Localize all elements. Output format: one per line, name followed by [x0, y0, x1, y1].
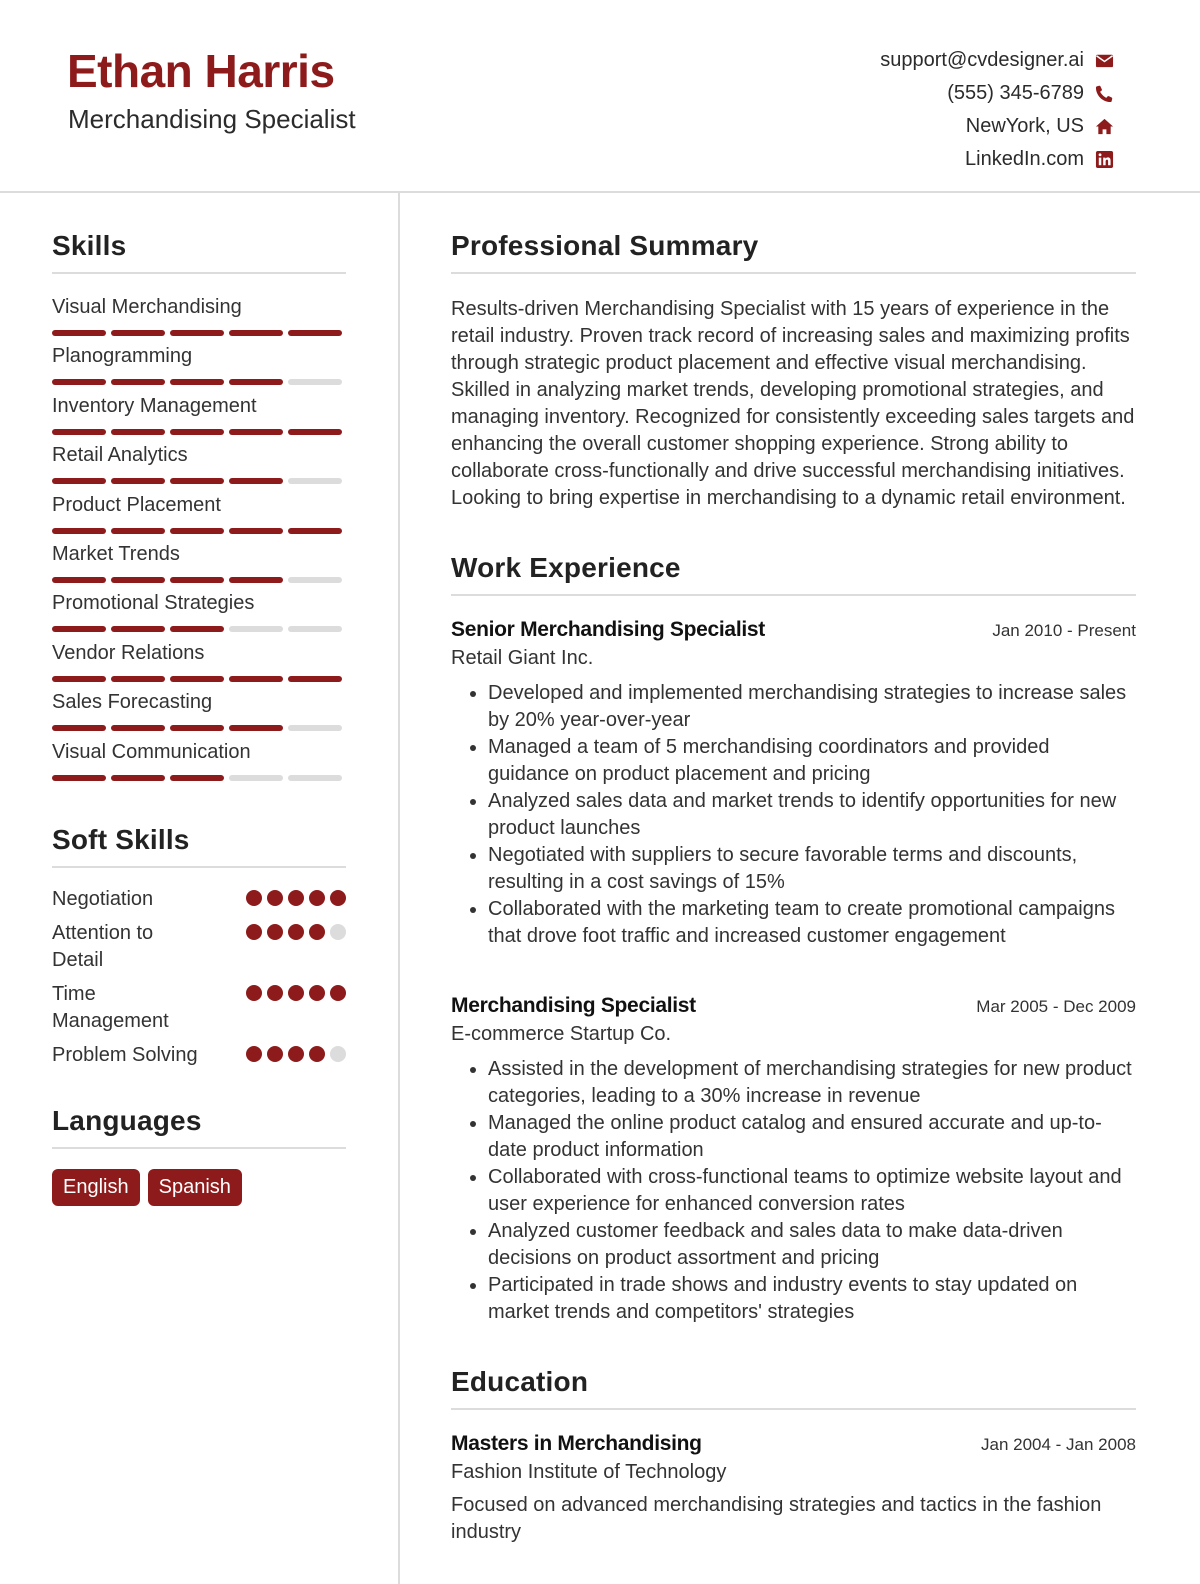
skill-level-segment: [111, 379, 165, 385]
skill-level-segment: [170, 330, 224, 336]
linkedin-icon: [1094, 150, 1114, 170]
skill-label: Visual Communication: [52, 740, 251, 763]
skill-item: [52, 689, 346, 738]
phone-icon: [1094, 84, 1114, 104]
rating-dot: [330, 890, 346, 906]
job-title: Merchandising Specialist: [451, 994, 696, 1017]
skill-level-segment: [229, 626, 283, 632]
skill-level-segment: [170, 528, 224, 534]
skill-level-bar: [52, 577, 346, 583]
rating-dot: [288, 924, 304, 940]
skill-level-segment: [229, 528, 283, 534]
rating-dot: [288, 985, 304, 1001]
experience-heading: Work Experience: [451, 552, 1136, 596]
job-dates: Jan 2010 - Present: [992, 621, 1136, 640]
job-bullet: • Negotiated with suppliers to secure favorable terms and discounts, resulting in a cost savings of 15%: [488, 842, 1136, 896]
job-company: E-commerce Startup Co.: [451, 1023, 672, 1045]
left-column: [52, 230, 346, 1206]
skill-item: [52, 739, 346, 788]
skill-level-segment: [111, 478, 165, 484]
skill-level-bar: [52, 330, 346, 336]
home-icon: [1094, 117, 1114, 137]
experience-list: [451, 618, 1136, 1326]
education-dates: Jan 2004 - Jan 2008: [980, 1435, 1136, 1454]
rating-dot: [309, 1046, 325, 1062]
skill-level-segment: [170, 429, 224, 435]
education-school: Fashion Institute of Technology: [451, 1461, 727, 1483]
contact-linkedin-text: LinkedIn.com: [965, 148, 1084, 170]
rating-dot: [330, 924, 346, 940]
skill-level-segment: [52, 725, 106, 731]
skills-heading: Skills: [52, 230, 346, 274]
skill-level-segment: [52, 379, 106, 385]
rating-dot: [288, 890, 304, 906]
contact-email-text: support@cvdesigner.ai: [880, 49, 1084, 71]
skill-level-segment: [170, 577, 224, 583]
skill-level-segment: [111, 528, 165, 534]
column-divider: [398, 193, 400, 1584]
skill-label: Vendor Relations: [52, 641, 205, 664]
summary-text: Results-driven Merchandising Specialist with 15 years of experience in the retail industry. Proven track record of increasing sales and maximizing profits through strategic product placement and effective visual merchandising. Skilled in analyzing market trends, developing promotional strategies, and managing inventory. Recognized for consistently exceeding sales targets and enhancing the overall customer shopping experience. Strong ability to collaborate cross-functionally and drive successful merchandising initiatives. Looking to bring expertise in merchandising to a dynamic retail environment.: [451, 298, 1135, 509]
skill-level-segment: [229, 725, 283, 731]
job-entry: [451, 618, 1136, 950]
skill-level-segment: [52, 330, 106, 336]
soft-skill-item: [52, 920, 346, 974]
soft-skills-list: [52, 886, 346, 1069]
job-bullet: • Assisted in the development of merchandising strategies for new product categories, leading to a 30% increase in revenue: [488, 1056, 1136, 1110]
skill-label: Visual Merchandising: [52, 296, 242, 318]
skill-level-segment: [288, 528, 342, 534]
skill-level-segment: [170, 676, 224, 682]
education-degree: Masters in Merchandising: [451, 1432, 702, 1455]
skill-level-segment: [229, 330, 283, 336]
skill-level-segment: [111, 626, 165, 632]
skill-level-segment: [288, 429, 342, 435]
job-bullet: • Collaborated with the marketing team to create promotional campaigns that drove foot traffic and increased customer engagement: [488, 896, 1136, 950]
skill-level-segment: [111, 775, 165, 781]
skill-level-segment: [52, 676, 106, 682]
skill-level-bar: [52, 528, 346, 534]
soft-skill-rating: [246, 920, 346, 940]
skill-level-segment: [111, 330, 165, 336]
skill-level-segment: [52, 775, 106, 781]
job-header: [451, 618, 1136, 642]
skill-level-segment: [229, 775, 283, 781]
skill-item: [52, 393, 346, 442]
job-bullet: • Managed a team of 5 merchandising coordinators and provided guidance on product placement and pricing: [488, 734, 1136, 788]
rating-dot: [246, 924, 262, 940]
skill-level-segment: [229, 676, 283, 682]
skill-level-segment: [288, 676, 342, 682]
skill-level-segment: [229, 577, 283, 583]
job-bullet: • Analyzed customer feedback and sales data to make data-driven decisions on product assortment and pricing: [488, 1218, 1136, 1272]
resume-header: [0, 0, 1200, 193]
skill-level-segment: [52, 528, 106, 534]
job-bullet: • Participated in trade shows and industry events to stay updated on market trends and competitors' strategies: [488, 1272, 1136, 1326]
skill-level-segment: [288, 330, 342, 336]
contact-location: [714, 110, 1114, 143]
language-badge: English: [52, 1169, 140, 1206]
skill-level-segment: [229, 478, 283, 484]
skill-label: Product Placement: [52, 493, 221, 516]
education-header: [451, 1432, 1136, 1456]
skill-level-segment: [288, 478, 342, 484]
rating-dot: [309, 890, 325, 906]
job-bullets: [451, 680, 1136, 950]
skill-level-bar: [52, 379, 346, 385]
skill-level-segment: [111, 429, 165, 435]
rating-dot: [246, 1046, 262, 1062]
education-description: Focused on advanced merchandising strategies and tactics in the fashion industry: [451, 1494, 1102, 1543]
skill-level-segment: [111, 577, 165, 583]
skill-level-segment: [111, 676, 165, 682]
soft-skill-rating: [246, 981, 346, 1001]
skill-level-segment: [288, 725, 342, 731]
contact-info: [714, 44, 1114, 176]
rating-dot: [267, 1046, 283, 1062]
contact-email[interactable]: [714, 44, 1114, 77]
soft-skill-rating: [246, 886, 346, 906]
soft-skill-label: Attention to Detail: [52, 921, 154, 971]
skill-label: Sales Forecasting: [52, 691, 213, 714]
candidate-name: Ethan Harris: [67, 45, 335, 97]
rating-dot: [267, 890, 283, 906]
skill-item: [52, 640, 346, 689]
skill-level-segment: [170, 379, 224, 385]
job-bullet: • Analyzed sales data and market trends to identify opportunities for new product launches: [488, 788, 1136, 842]
skill-label: Planogramming: [52, 345, 193, 368]
job-entry: [451, 994, 1136, 1326]
skill-level-bar: [52, 478, 346, 484]
skill-level-bar: [52, 676, 346, 682]
skill-item: [52, 492, 346, 541]
skill-level-segment: [170, 626, 224, 632]
right-column: [451, 230, 1136, 1546]
rating-dot: [246, 890, 262, 906]
skill-level-segment: [170, 478, 224, 484]
skill-level-bar: [52, 725, 346, 731]
skill-level-segment: [229, 429, 283, 435]
skill-level-segment: [52, 626, 106, 632]
rating-dot: [330, 1046, 346, 1062]
skill-label: Promotional Strategies: [52, 592, 255, 615]
skills-list: [52, 294, 346, 788]
education-list: [451, 1432, 1136, 1546]
skill-level-bar: [52, 626, 346, 632]
soft-skill-label: Problem Solving: [52, 1043, 198, 1066]
soft-skill-item: [52, 981, 346, 1035]
rating-dot: [246, 985, 262, 1001]
contact-linkedin[interactable]: [714, 143, 1114, 176]
rating-dot: [330, 985, 346, 1001]
skill-level-segment: [288, 626, 342, 632]
skill-label: Inventory Management: [52, 394, 257, 417]
envelope-icon: [1094, 51, 1114, 71]
rating-dot: [288, 1046, 304, 1062]
summary-heading: Professional Summary: [451, 230, 1136, 274]
skill-level-segment: [111, 725, 165, 731]
skill-level-bar: [52, 775, 346, 781]
skill-item: [52, 294, 346, 343]
soft-skill-rating: [246, 1042, 346, 1062]
candidate-role: Merchandising Specialist: [68, 104, 356, 134]
skill-label: Market Trends: [52, 542, 180, 565]
education-heading: Education: [451, 1366, 1136, 1410]
skill-level-segment: [288, 577, 342, 583]
rating-dot: [267, 985, 283, 1001]
language-badge: Spanish: [148, 1169, 242, 1206]
soft-skill-item: [52, 1042, 346, 1069]
skill-level-segment: [52, 577, 106, 583]
skill-item: [52, 541, 346, 590]
education-entry: [451, 1432, 1136, 1546]
languages-list: [52, 1169, 346, 1206]
job-bullet: • Collaborated with cross-functional teams to optimize website layout and user experience for enhanced conversion rates: [488, 1164, 1136, 1218]
skill-item: [52, 343, 346, 392]
skill-level-segment: [288, 379, 342, 385]
job-bullets: [451, 1056, 1136, 1326]
skill-level-segment: [170, 725, 224, 731]
contact-phone[interactable]: [714, 77, 1114, 110]
contact-location-text: NewYork, US: [965, 115, 1084, 137]
rating-dot: [309, 985, 325, 1001]
job-bullet: • Managed the online product catalog and ensured accurate and up-to-date product information: [488, 1110, 1136, 1164]
job-dates: Mar 2005 - Dec 2009: [976, 997, 1136, 1016]
soft-skill-item: [52, 886, 346, 913]
soft-skill-label: Negotiation: [52, 887, 154, 910]
contact-phone-text: (555) 345-6789: [947, 82, 1084, 104]
job-bullet: • Developed and implemented merchandising strategies to increase sales by 20% year-over-year: [488, 680, 1136, 734]
skill-level-segment: [288, 775, 342, 781]
soft-skill-label: Time Management: [52, 982, 169, 1032]
skill-item: [52, 590, 346, 639]
skill-label: Retail Analytics: [52, 444, 188, 467]
skill-level-segment: [170, 775, 224, 781]
job-company: Retail Giant Inc.: [451, 647, 594, 669]
rating-dot: [267, 924, 283, 940]
soft-skills-heading: Soft Skills: [52, 824, 346, 868]
job-title: Senior Merchandising Specialist: [451, 618, 765, 641]
skill-level-segment: [229, 379, 283, 385]
skill-level-bar: [52, 429, 346, 435]
skill-level-segment: [52, 478, 106, 484]
rating-dot: [309, 924, 325, 940]
skill-item: [52, 442, 346, 491]
skill-level-segment: [52, 429, 106, 435]
languages-heading: Languages: [52, 1105, 346, 1149]
job-header: [451, 994, 1136, 1018]
